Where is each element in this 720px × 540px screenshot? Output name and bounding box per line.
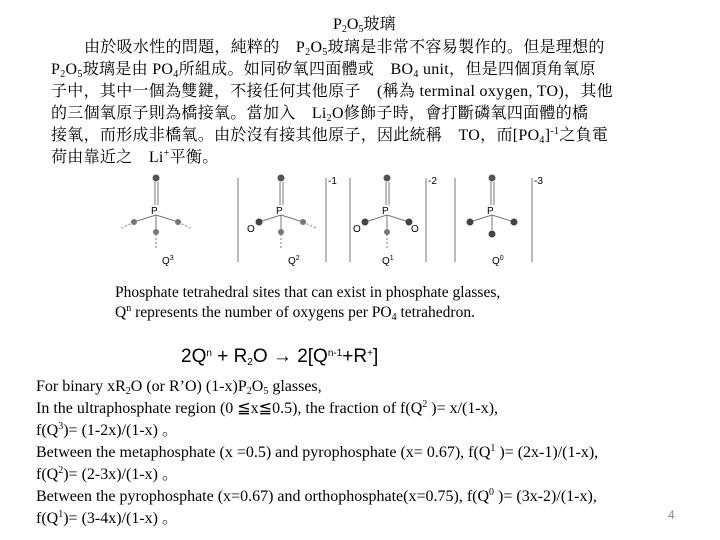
page-number: 4 [668, 508, 675, 522]
charge-minus-3: -3 [534, 176, 543, 187]
atom-p-1: P [151, 206, 158, 217]
q0-label: $Q^0$ [492, 255, 504, 267]
body-line-3: $f(Q^3)= (1-2x)/(1-x)$ 。 [36, 421, 178, 439]
para-line-1: 由於吸水性的問題，純粹的 $P_2O_5$玻璃是非常不容易製作的。但是理想的 [84, 39, 605, 58]
body-line-1: For binary $xR_2O$ (or R’O) $(1-x)P_2O_5$ glasses, [36, 378, 322, 397]
body-line-5: $f(Q^2)= (2-3x)/(1-x)$ 。 [36, 465, 178, 483]
q2-label: $Q^2$ [288, 255, 300, 267]
para-line-2: $P_2O_5$玻璃是由 $PO_4$所組成。如同矽氧四面體或 $BO_4$ unit，但是四個頂角氧原 [51, 61, 596, 80]
q3-label: $Q^3$ [162, 255, 174, 267]
atom-p-3: P [382, 206, 389, 217]
tetrahedron-q0 [455, 178, 532, 262]
atom-o-2: O [247, 224, 255, 235]
phosphate-tetrahedra-figure [120, 170, 590, 276]
charge-minus-1: -1 [328, 176, 337, 187]
para-line-6: 荷由靠近之 Li+平衡。 [51, 148, 219, 166]
figure-caption-line-1: Phosphate tetrahedral sites that can exist in phosphate glasses, [115, 284, 501, 301]
body-line-7: $f(Q^1)= (3-4x)/(1-x)$ 。 [36, 509, 178, 527]
body-line-4: Between the metaphosphate (x =0.5) and pyrophosphate (x= 0.67), $f(Q^1$ )= (2x-1)/(1-x), [36, 443, 599, 461]
atom-p-4: P [487, 206, 494, 217]
para-line-4: 的三個氧原子則為橋接氧。當加入 $Li_2O$修飾子時，會打斷磷氧四面體的橋 [51, 105, 589, 124]
figure-caption-line-2: $Q^n$ represents the number of oxygens per $PO_4$ tetrahedron. [115, 303, 475, 323]
body-line-2: In the ultraphosphate region (0 ≦x≦0.5), the fraction of $f(Q^2$ )= x/(1-x), [36, 399, 499, 417]
charge-minus-2: -2 [428, 176, 437, 187]
slide-title: $P_2O_5$玻璃 [333, 16, 396, 35]
para-line-3: 子中，其中一個為雙鍵，不接任何其他原子 (稱為 terminal oxygen, TO)，其他 [51, 83, 613, 100]
tetrahedron-q2 [238, 178, 326, 262]
atom-o-3a: O [353, 224, 361, 235]
body-line-6: Between the pyrophosphate (x=0.67) and orthophosphate(x=0.75), $f(Q^0$ )= (3x-2)/(1-x), [36, 487, 597, 505]
para-line-5: 接氧，而形成非橋氧。由於沒有接其他原子，因此統稱 TO，而$[PO_4]^{-1}$之負電 [51, 126, 609, 146]
tetrahedron-q1 [350, 178, 426, 262]
atom-o-3b: O [411, 224, 419, 235]
reaction-equation: $2Q^n + R_2O \to 2[Q^{n-1}+R^+]$ [181, 346, 379, 368]
atom-p-2: P [276, 206, 283, 217]
terminal-oxygen-atom [153, 175, 160, 182]
q1-label: $Q^1$ [382, 255, 394, 267]
